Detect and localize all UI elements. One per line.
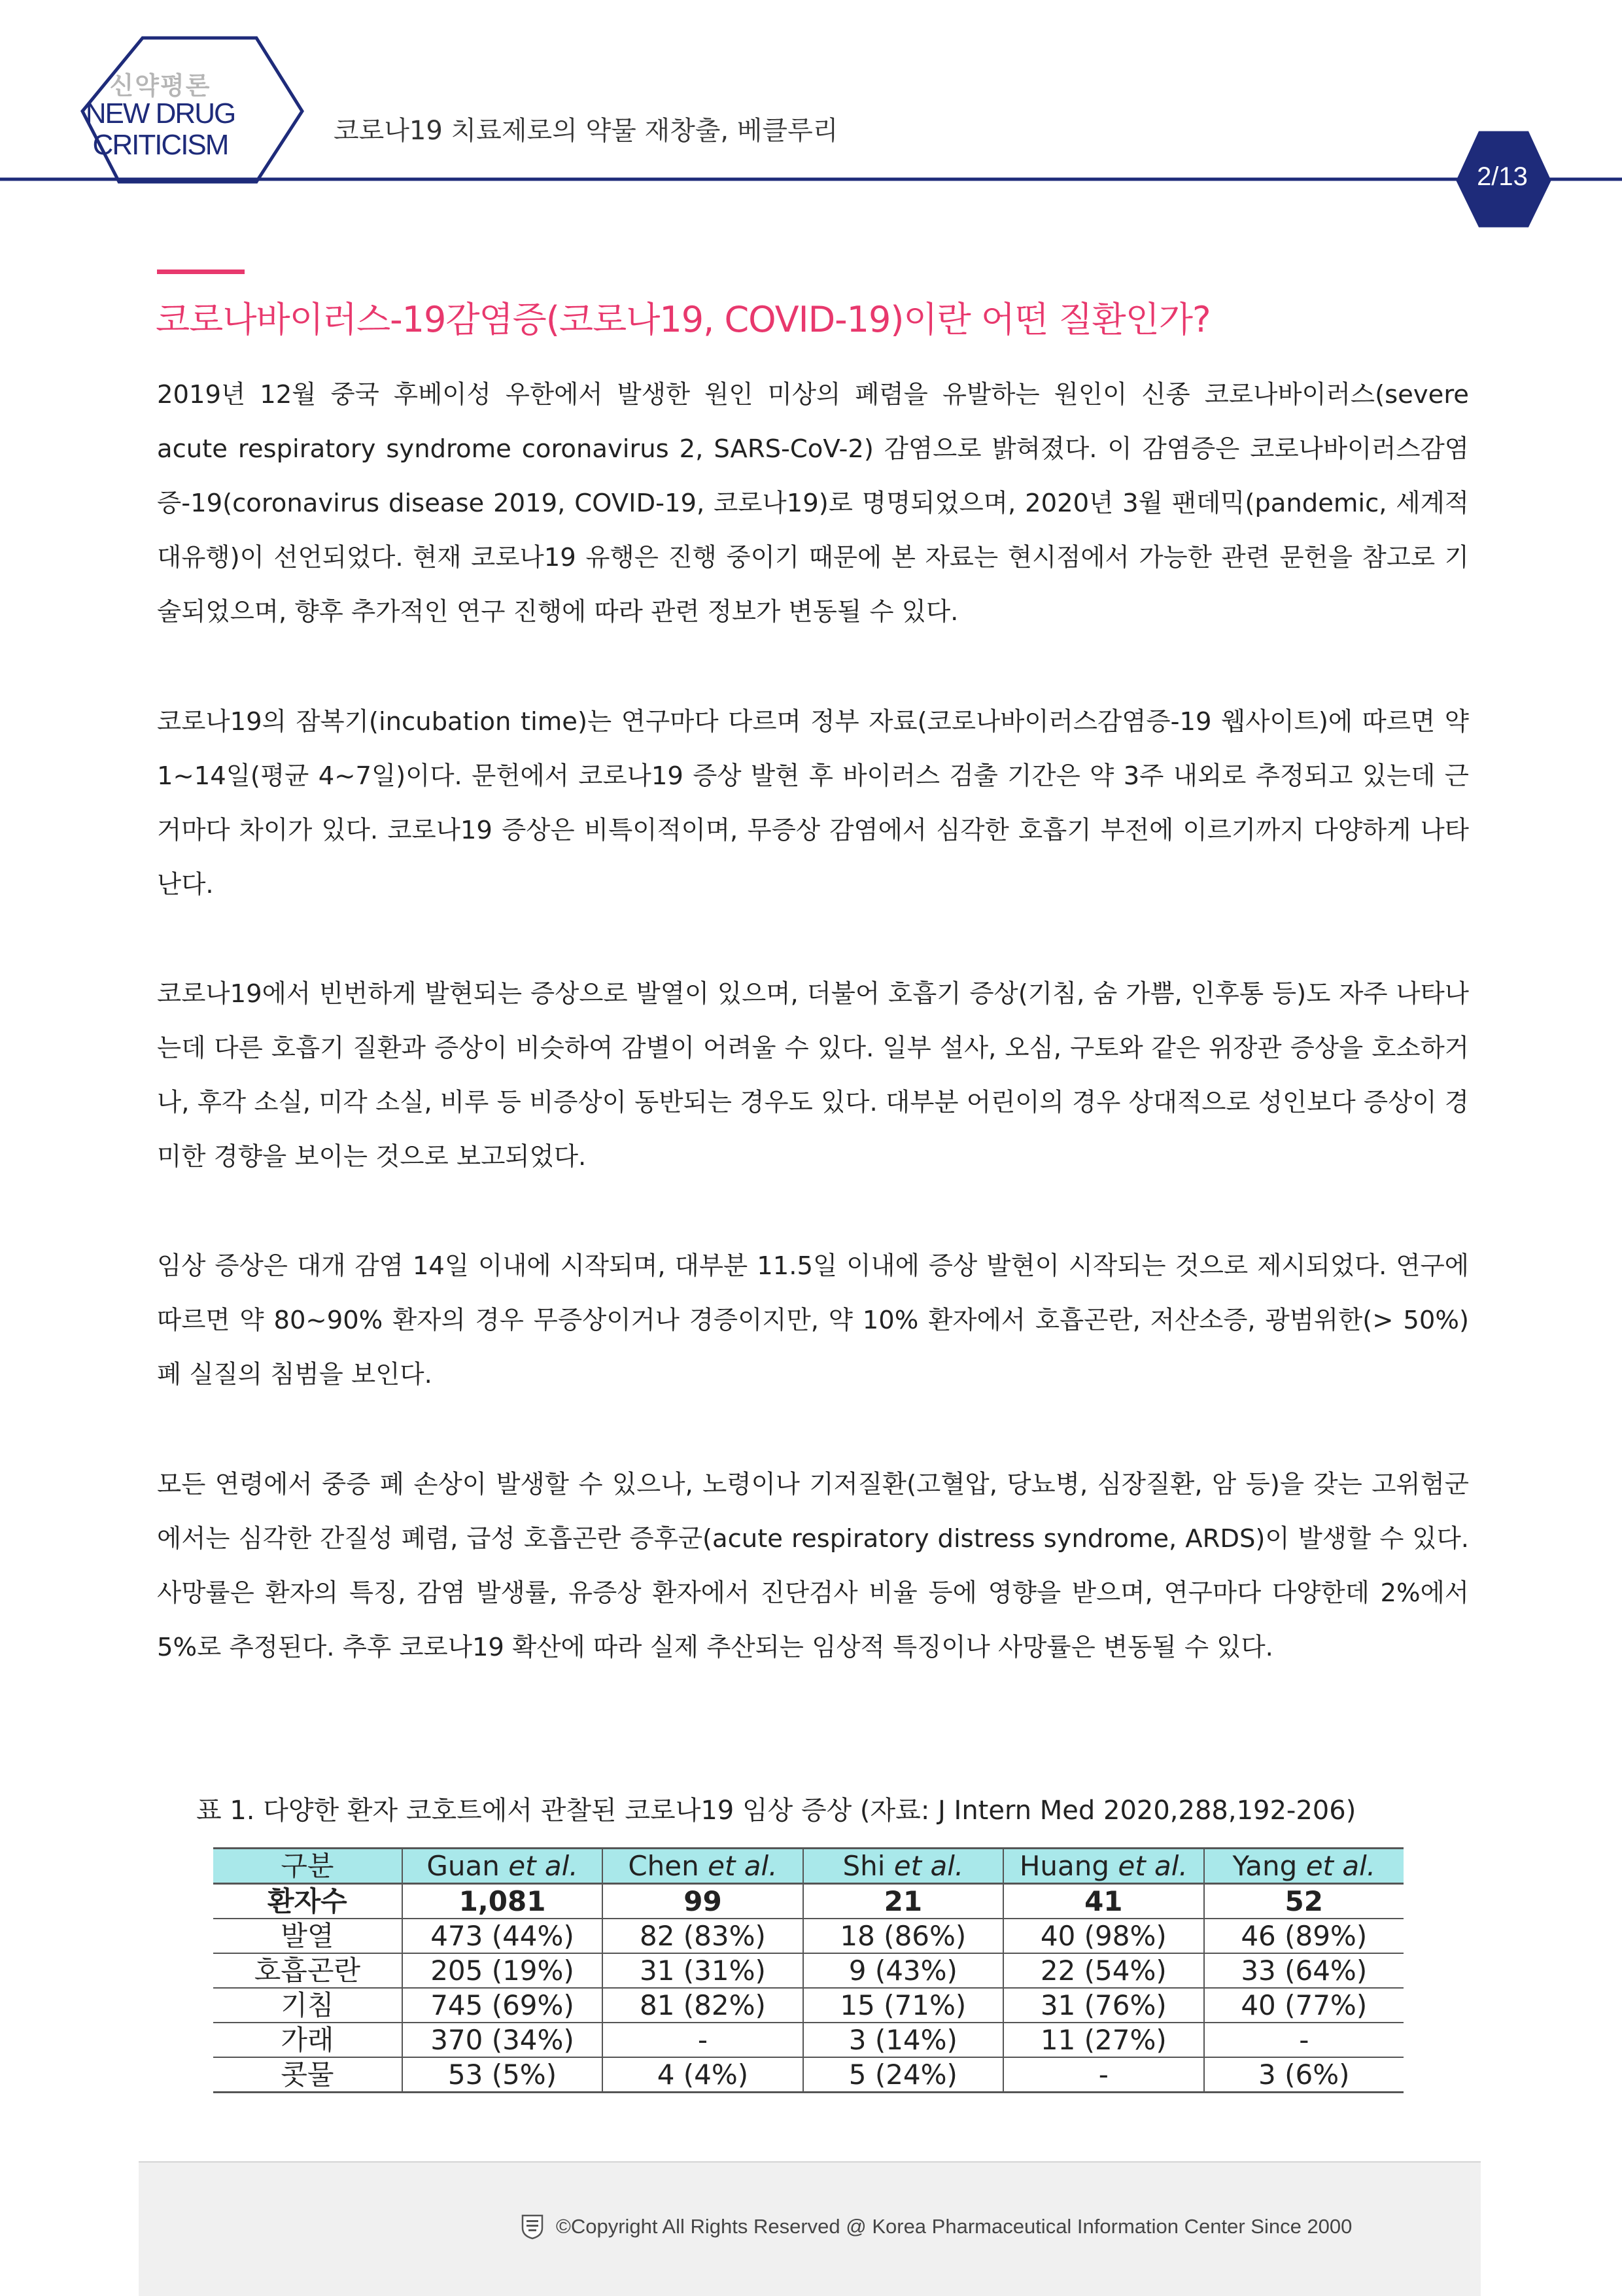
et-al: et al. [1305, 1850, 1376, 1882]
table-cell: - [1003, 2057, 1204, 2093]
table-cell: 9 (43%) [803, 1953, 1003, 1988]
author-name: Chen [628, 1850, 699, 1882]
table-cell: 52 [1204, 1884, 1404, 1919]
table-row-dyspnea [213, 1953, 1404, 1988]
table-cell: 370 (34%) [402, 2023, 602, 2057]
table-cell: 40 (77%) [1204, 1988, 1404, 2023]
table-cell: 46 (89%) [1204, 1919, 1404, 1953]
column-header-huang [1003, 1849, 1204, 1884]
table-cell: 15 (71%) [803, 1988, 1003, 2023]
row-label: 호흡곤란 [213, 1953, 402, 1988]
table-cell: 745 (69%) [402, 1988, 602, 2023]
table-row-patients [213, 1884, 1404, 1919]
table-cell: 99 [602, 1884, 802, 1919]
author-name: Guan [426, 1850, 500, 1882]
et-al: et al. [708, 1850, 778, 1882]
logo-line1: NEW DRUG [85, 97, 235, 130]
et-al: et al. [508, 1850, 578, 1882]
table-row-sputum [213, 2023, 1404, 2057]
table-row-fever [213, 1919, 1404, 1953]
table-cell: 33 (64%) [1204, 1953, 1404, 1988]
table-cell: - [1204, 2023, 1404, 2057]
table-cell: 81 (82%) [602, 1988, 802, 2023]
column-header-yang [1204, 1849, 1404, 1884]
document-title: 코로나19 치료제로의 약물 재창출, 베클루리 [334, 116, 838, 146]
table-cell: 3 (14%) [803, 2023, 1003, 2057]
table-cell: 5 (24%) [803, 2057, 1003, 2093]
row-label: 발열 [213, 1919, 402, 1953]
section-accent-bar [157, 270, 245, 274]
section-heading: 코로나바이러스-19감염증(코로나19, COVID-19)이란 어떤 질환인가? [156, 299, 1211, 340]
et-al: et al. [1118, 1850, 1188, 1882]
table-cell: 3 (6%) [1204, 2057, 1404, 2093]
table-cell: 205 (19%) [402, 1953, 602, 1988]
row-label: 환자수 [213, 1884, 402, 1919]
table-cell: 40 (98%) [1003, 1919, 1204, 1953]
table-cell: - [602, 2023, 802, 2057]
table-cell: 31 (76%) [1003, 1988, 1204, 2023]
copyright-text: ©Copyright All Rights Reserved @ Korea Pharmaceutical Information Center Since 2000 [556, 2215, 1353, 2238]
page-footer [139, 2161, 1481, 2296]
page-number: 2/13 [1477, 162, 1528, 191]
author-name: Shi [842, 1850, 886, 1882]
table-cell: 473 (44%) [402, 1919, 602, 1953]
row-label: 기침 [213, 1988, 402, 2023]
paragraph-2: 코로나19의 잠복기(incubation time)는 연구마다 다르며 정부 자료(코로나바이러스감염증-19 웹사이트)에 따르면 약 1~14일(평균 4~7일)이다. 문헌에서 코로나19 증상 발현 후 바이러스 검출 기간은 약 3주 내외로 추정되고 있는데 근거마다 차이가 있다. 코로나19 증상은 비특이적이며, 무증상 감염에서 심각한 호흡기 부전에 이르기까지 다양하게 나타난다. [157, 707, 1469, 899]
row-label: 콧물 [213, 2057, 402, 2093]
table-cell: 11 (27%) [1003, 2023, 1204, 2057]
table-cell: 4 (4%) [602, 2057, 802, 2093]
paragraph-3: 코로나19에서 빈번하게 발현되는 증상으로 발열이 있으며, 더불어 호흡기 증상(기침, 숨 가쁨, 인후통 등)도 자주 나타나는데 다른 호흡기 질환과 증상이 비슷하여 감별이 어려울 수 있다. 일부 설사, 오심, 구토와 같은 위장관 증상을 호소하거나, 후각 소실, 미각 소실, 비루 등 비증상이 동반되는 경우도 있다. 대부분 어린이의 경우 상대적으로 성인보다 증상이 경미한 경향을 보이는 것으로 보고되었다. [157, 979, 1469, 1172]
table-cell: 53 (5%) [402, 2057, 602, 2093]
table-cell: 18 (86%) [803, 1919, 1003, 1953]
symptoms-table [213, 1847, 1404, 2093]
table-caption: 표 1. 다양한 환자 코호트에서 관찰된 코로나19 임상 증상 (자료: J Intern Med 2020,288,192-206) [196, 1796, 1356, 1826]
table-cell: 41 [1003, 1884, 1204, 1919]
author-name: Yang [1232, 1850, 1298, 1882]
table-cell: 82 (83%) [602, 1919, 802, 1953]
paragraph-5: 모든 연령에서 중증 폐 손상이 발생할 수 있으나, 노령이나 기저질환(고혈압, 당뇨병, 심장질환, 암 등)을 갖는 고위험군에서는 심각한 간질성 폐렴, 급성 호흡곤란 증후군(acute respiratory distress syndrome, ARDS)이 발생할 수 있다. 사망률은 환자의 특징, 감염 발생률, 유증상 환자에서 진단검사 비율 등에 영향을 받으며, 연구마다 다양한데 2%에서 5%로 추정된다. 추후 코로나19 확산에 따라 실제 추산되는 임상적 특징이나 사망률은 변동될 수 있다. [157, 1470, 1469, 1662]
table-cell: 31 (31%) [602, 1953, 802, 1988]
et-al: et al. [893, 1850, 964, 1882]
paragraph-4: 임상 증상은 대개 감염 14일 이내에 시작되며, 대부분 11.5일 이내에 증상 발현이 시작되는 것으로 제시되었다. 연구에 따르면 약 80~90% 환자의 경우 무증상이거나 경증이지만, 약 10% 환자에서 호흡곤란, 저산소증, 광범위한(> 50%) 폐 실질의 침범을 보인다. [157, 1251, 1469, 1389]
logo-english [85, 98, 235, 161]
table-cell: 21 [803, 1884, 1003, 1919]
table-row-cough [213, 1988, 1404, 2023]
table-corner-header: 구분 [213, 1849, 402, 1884]
paragraph-1: 2019년 12월 중국 후베이성 우한에서 발생한 원인 미상의 폐렴을 유발하는 원인이 신종 코로나바이러스(severe acute respiratory syndrome coronavirus 2, SARS-CoV-2) 감염으로 밝혀졌다. 이 감염증은 코로나바이러스감염증-19(coronavirus disease 2019, COVID-19, 코로나19)로 명명되었으며, 2020년 3월 팬데믹(pandemic, 세계적 대유행)이 선언되었다. 현재 코로나19 유행은 진행 중이기 때문에 본 자료는 현시점에서 가능한 관련 문헌을 참고로 기술되었으며, 향후 추가적인 연구 진행에 따라 관련 정보가 변동될 수 있다. [157, 380, 1469, 627]
row-label: 가래 [213, 2023, 402, 2057]
table-cell: 22 (54%) [1003, 1953, 1204, 1988]
table-header-row [213, 1849, 1404, 1884]
column-header-shi [803, 1849, 1003, 1884]
column-header-chen [602, 1849, 802, 1884]
column-header-guan [402, 1849, 602, 1884]
logo-korean: 신약평론 [109, 71, 211, 100]
table-row-rhinorrhea [213, 2057, 1404, 2093]
logo-line2: CRITICISM [92, 129, 228, 161]
table-cell: 1,081 [402, 1884, 602, 1919]
kpic-logo-icon [521, 2214, 544, 2240]
author-name: Huang [1019, 1850, 1110, 1882]
